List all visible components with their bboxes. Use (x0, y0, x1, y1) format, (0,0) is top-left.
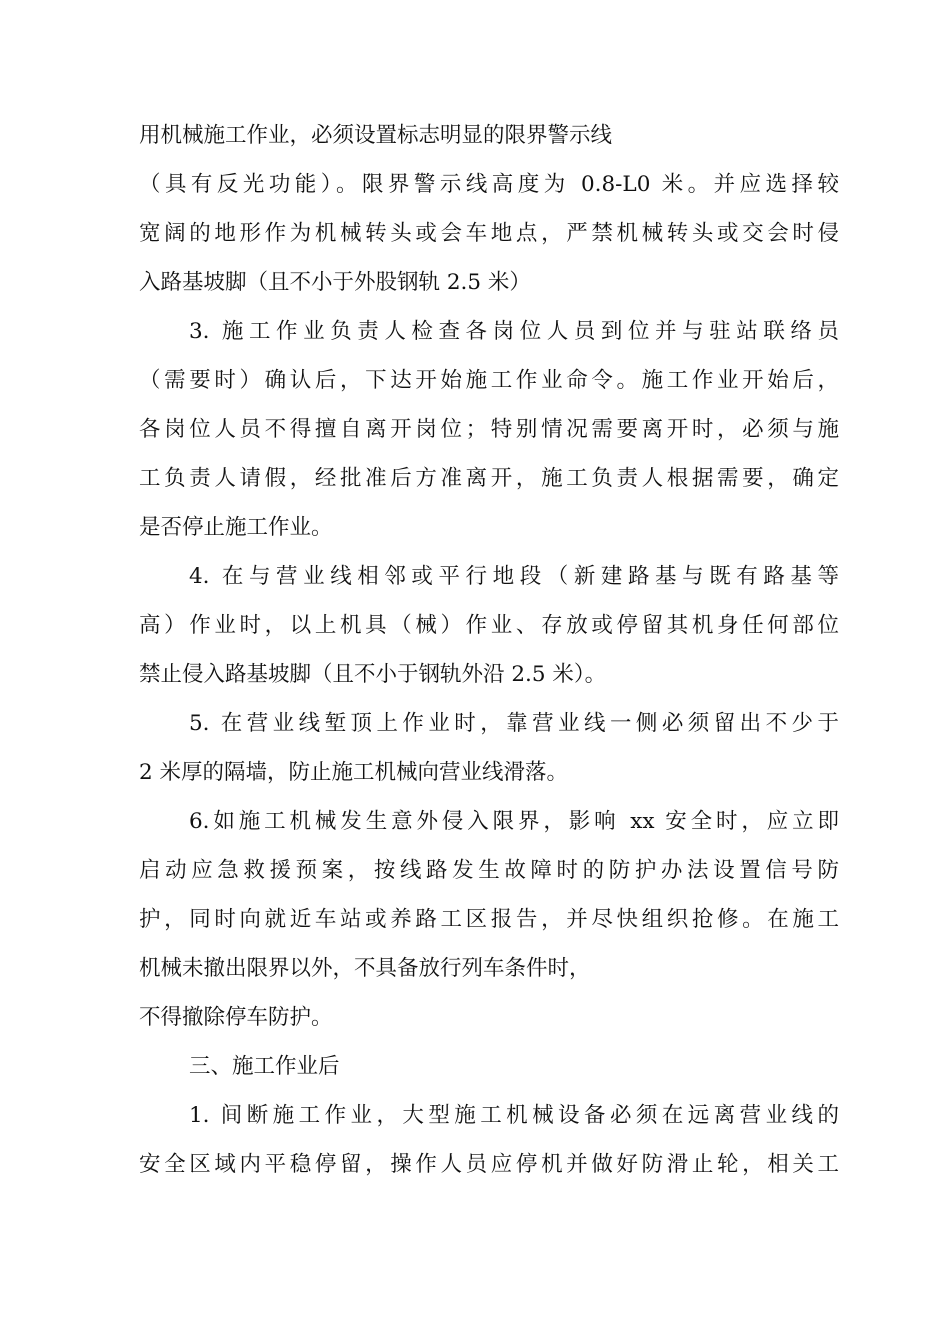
text-line: 工负责人请假，经批准后方准离开，施工负责人根据需要，确定 (139, 466, 839, 491)
text-line: 安全区域内平稳停留，操作人员应停机并做好防滑止轮，相关工 (139, 1152, 839, 1177)
paragraph-start-line: 1. 间断施工作业，大型施工机械设备必须在远离营业线的 (189, 1103, 839, 1128)
paragraph-start-line: 4. 在与营业线相邻或平行地段（新建路基与既有路基等 (189, 564, 839, 589)
section-heading: 三、施工作业后 (189, 1054, 340, 1079)
text-line: 高）作业时，以上机具（械）作业、存放或停留其机身任何部位 (139, 613, 839, 638)
text-line: 是否停止施工作业。 (139, 515, 333, 540)
text-line: 各岗位人员不得擅自离开岗位；特别情况需要离开时，必须与施 (139, 417, 839, 442)
paragraph-start-line: 3. 施工作业负责人检查各岗位人员到位并与驻站联络员 (189, 319, 839, 344)
text-line: 宽阔的地形作为机械转头或会车地点，严禁机械转头或交会时侵 (139, 221, 839, 246)
text-line: 机械未撤出限界以外，不具备放行列车条件时， (139, 956, 591, 981)
text-line: 入路基坡脚（且不小于外股钢轨 2.5 米） (139, 270, 531, 295)
text-line: 用机械施工作业，必须设置标志明显的限界警示线 (139, 123, 613, 148)
text-line: （具有反光功能）。限界警示线高度为 0.8-L0 米。并应选择较 (139, 172, 839, 197)
text-line: 护，同时向就近车站或养路工区报告，并尽快组织抢修。在施工 (139, 907, 839, 932)
text-line: （需要时）确认后，下达开始施工作业命令。施工作业开始后， (139, 368, 839, 393)
paragraph-start-line: 6.如施工机械发生意外侵入限界，影响 xx 安全时，应立即 (189, 809, 839, 834)
paragraph-start-line: 5. 在营业线堑顶上作业时，靠营业线一侧必须留出不少于 (189, 711, 839, 736)
text-line: 2 米厚的隔墙，防止施工机械向营业线滑落。 (139, 760, 569, 785)
text-line: 禁止侵入路基坡脚（且不小于钢轨外沿 2.5 米）。 (139, 662, 607, 687)
text-line: 启动应急救援预案，按线路发生故障时的防护办法设置信号防 (139, 858, 839, 883)
document-body (139, 111, 839, 1189)
text-line: 不得撤除停车防护。 (139, 1005, 333, 1030)
